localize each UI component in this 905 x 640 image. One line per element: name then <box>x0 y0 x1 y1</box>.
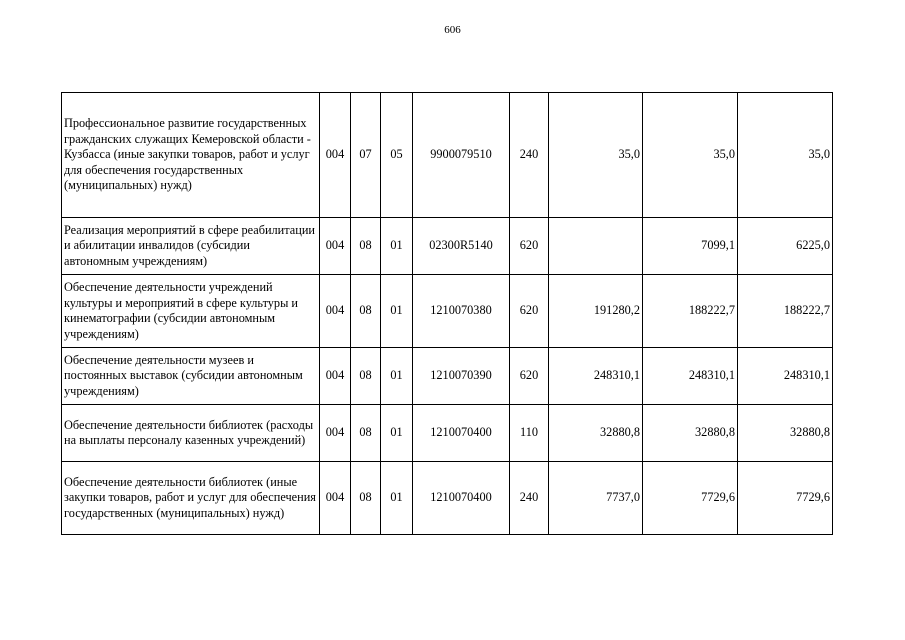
sum-year-2: 188222,7 <box>643 275 738 348</box>
ministry-code: 004 <box>320 405 351 462</box>
expense-type-code: 620 <box>510 275 549 348</box>
subsection-code: 01 <box>381 218 413 275</box>
sum-year-3: 35,0 <box>738 93 833 218</box>
target-article-code: 1210070400 <box>413 405 510 462</box>
sum-year-1: 248310,1 <box>549 348 643 405</box>
sum-year-2: 7729,6 <box>643 462 738 535</box>
expense-type-code: 240 <box>510 462 549 535</box>
sum-year-1 <box>549 218 643 275</box>
subsection-code: 01 <box>381 275 413 348</box>
sum-year-2: 7099,1 <box>643 218 738 275</box>
table-row <box>62 275 833 348</box>
subsection-code: 05 <box>381 93 413 218</box>
sum-year-3: 32880,8 <box>738 405 833 462</box>
row-name: Обеспечение деятельности библиотек (иные закупки товаров, работ и услуг для обеспечения государственных (муниципальных) нужд) <box>62 462 320 535</box>
row-name: Обеспечение деятельности музеев и постоянных выставок (субсидии автономным учреждениям) <box>62 348 320 405</box>
table-row <box>62 218 833 275</box>
table-row <box>62 348 833 405</box>
sum-year-2: 32880,8 <box>643 405 738 462</box>
section-code: 08 <box>351 405 381 462</box>
table-row <box>62 462 833 535</box>
sum-year-1: 35,0 <box>549 93 643 218</box>
sum-year-1: 7737,0 <box>549 462 643 535</box>
budget-table <box>61 92 833 535</box>
subsection-code: 01 <box>381 462 413 535</box>
section-code: 07 <box>351 93 381 218</box>
section-code: 08 <box>351 218 381 275</box>
subsection-code: 01 <box>381 348 413 405</box>
sum-year-3: 188222,7 <box>738 275 833 348</box>
target-article-code: 9900079510 <box>413 93 510 218</box>
sum-year-3: 248310,1 <box>738 348 833 405</box>
sum-year-2: 248310,1 <box>643 348 738 405</box>
row-name: Обеспечение деятельности библиотек (расходы на выплаты персоналу казенных учреждений) <box>62 405 320 462</box>
section-code: 08 <box>351 462 381 535</box>
sum-year-1: 191280,2 <box>549 275 643 348</box>
ministry-code: 004 <box>320 93 351 218</box>
sum-year-3: 6225,0 <box>738 218 833 275</box>
ministry-code: 004 <box>320 275 351 348</box>
ministry-code: 004 <box>320 348 351 405</box>
target-article-code: 02300R5140 <box>413 218 510 275</box>
expense-type-code: 620 <box>510 348 549 405</box>
ministry-code: 004 <box>320 218 351 275</box>
ministry-code: 004 <box>320 462 351 535</box>
sum-year-2: 35,0 <box>643 93 738 218</box>
table-row <box>62 405 833 462</box>
sum-year-3: 7729,6 <box>738 462 833 535</box>
target-article-code: 1210070400 <box>413 462 510 535</box>
page-number: 606 <box>444 24 461 36</box>
expense-type-code: 110 <box>510 405 549 462</box>
row-name: Обеспечение деятельности учреждений культуры и мероприятий в сфере культуры и кинематографии (субсидии автономным учреждениям) <box>62 275 320 348</box>
target-article-code: 1210070390 <box>413 348 510 405</box>
subsection-code: 01 <box>381 405 413 462</box>
expense-type-code: 240 <box>510 93 549 218</box>
expense-type-code: 620 <box>510 218 549 275</box>
section-code: 08 <box>351 348 381 405</box>
target-article-code: 1210070380 <box>413 275 510 348</box>
row-name: Реализация мероприятий в сфере реабилитации и абилитации инвалидов (субсидии автономным учреждениям) <box>62 218 320 275</box>
sum-year-1: 32880,8 <box>549 405 643 462</box>
row-name: Профессиональное развитие государственных гражданских служащих Кемеровской области - Кузбасса (иные закупки товаров, работ и услуг для обеспечения государственных (муниципальных) нужд) <box>62 93 320 218</box>
section-code: 08 <box>351 275 381 348</box>
table-row <box>62 93 833 218</box>
